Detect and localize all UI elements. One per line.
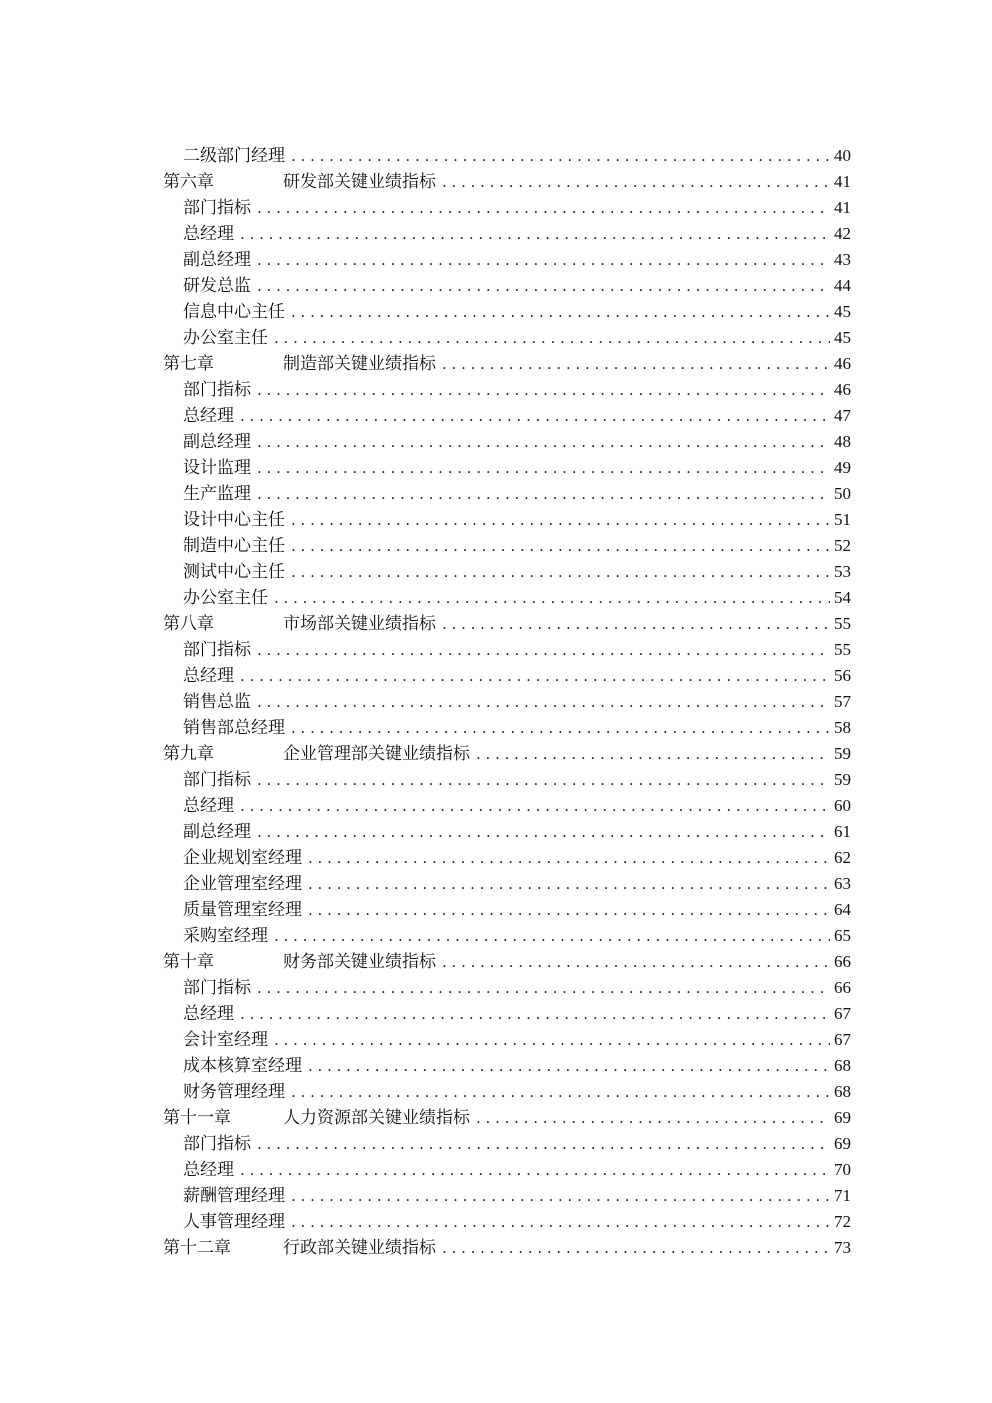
toc-page-number: 67: [834, 1030, 851, 1049]
toc-page-number: 42: [834, 224, 851, 243]
toc-section-entry[interactable]: [163, 247, 851, 273]
toc-page-number: 64: [834, 900, 851, 919]
toc-section-entry[interactable]: [163, 559, 851, 585]
toc-entry-title: 测试中心主任: [183, 562, 285, 582]
toc-section-entry[interactable]: [163, 325, 851, 351]
toc-page-number: 67: [834, 1004, 851, 1023]
toc-page-number: 58: [834, 718, 851, 737]
toc-page-number: 55: [834, 614, 851, 633]
toc-chapter-number: 第八章: [163, 614, 214, 634]
toc-section-entry[interactable]: [163, 403, 851, 429]
toc-chapter-entry[interactable]: [163, 1235, 851, 1261]
dot-leader: [291, 1079, 830, 1105]
toc-entry-title: 部门指标: [183, 380, 251, 400]
dot-leader: [257, 377, 830, 403]
dot-leader: [291, 299, 830, 325]
toc-entry-title: 副总经理: [183, 250, 251, 270]
toc-entry-title: 二级部门经理: [183, 146, 285, 166]
toc-section-entry[interactable]: [163, 975, 851, 1001]
toc-page-number: 41: [834, 172, 851, 191]
toc-page-number: 40: [834, 146, 851, 165]
toc-section-entry[interactable]: [163, 221, 851, 247]
toc-entry-title: 副总经理: [183, 432, 251, 452]
toc-page-number: 59: [834, 744, 851, 763]
toc-section-entry[interactable]: [163, 455, 851, 481]
toc-section-entry[interactable]: [163, 1157, 851, 1183]
toc-page-number: 48: [834, 432, 851, 451]
toc-page-number: 52: [834, 536, 851, 555]
toc-entry-title: 信息中心主任: [183, 302, 285, 322]
toc-entry-title: 办公室主任: [183, 328, 268, 348]
dot-leader: [240, 1001, 830, 1027]
dot-leader: [257, 273, 830, 299]
toc-page-number: 71: [834, 1186, 851, 1205]
toc-page-number: 66: [834, 952, 851, 971]
toc-page-number: 55: [834, 640, 851, 659]
toc-section-entry[interactable]: [163, 481, 851, 507]
dot-leader: [257, 1131, 830, 1157]
toc-page-number: 51: [834, 510, 851, 529]
toc-section-entry[interactable]: [163, 767, 851, 793]
toc-entry-title: 研发总监: [183, 276, 251, 296]
toc-entry-title: 成本核算室经理: [183, 1056, 302, 1076]
toc-page-number: 70: [834, 1160, 851, 1179]
toc-page-number: 54: [834, 588, 851, 607]
toc-page-number: 50: [834, 484, 851, 503]
dot-leader: [257, 247, 830, 273]
toc-section-entry[interactable]: [163, 377, 851, 403]
toc-entry-title: 部门指标: [183, 978, 251, 998]
toc-entry-title: 部门指标: [183, 640, 251, 660]
toc-page-number: 49: [834, 458, 851, 477]
dot-leader: [308, 897, 830, 923]
toc-page-number: 53: [834, 562, 851, 581]
toc-entry-title: 制造中心主任: [183, 536, 285, 556]
toc-section-entry[interactable]: [163, 1209, 851, 1235]
dot-leader: [308, 845, 830, 871]
dot-leader: [240, 663, 830, 689]
toc-entry-title: 企业管理部关键业绩指标: [283, 744, 470, 764]
toc-page-number: 45: [834, 328, 851, 347]
toc-page-number: 69: [834, 1108, 851, 1127]
toc-entry-title: 市场部关键业绩指标: [283, 614, 436, 634]
dot-leader: [257, 689, 830, 715]
toc-entry-title: 采购室经理: [183, 926, 268, 946]
toc-page-number: 45: [834, 302, 851, 321]
dot-leader: [476, 1105, 830, 1131]
dot-leader: [291, 559, 830, 585]
toc-entry-title: 总经理: [183, 666, 234, 686]
toc-page-number: 69: [834, 1134, 851, 1153]
toc-entry-title: 总经理: [183, 1004, 234, 1024]
toc-section-entry[interactable]: [163, 663, 851, 689]
dot-leader: [257, 767, 830, 793]
dot-leader: [274, 923, 830, 949]
toc-entry-title: 企业规划室经理: [183, 848, 302, 868]
toc-entry-title: 副总经理: [183, 822, 251, 842]
toc-entry-title: 制造部关键业绩指标: [283, 354, 436, 374]
toc-entry-title: 部门指标: [183, 770, 251, 790]
dot-leader: [442, 351, 830, 377]
toc-entry-title: 销售总监: [183, 692, 251, 712]
toc-section-entry[interactable]: [163, 585, 851, 611]
dot-leader: [291, 507, 830, 533]
dot-leader: [257, 975, 830, 1001]
dot-leader: [291, 143, 830, 169]
dot-leader: [240, 793, 830, 819]
toc-entry-title: 财务管理经理: [183, 1082, 285, 1102]
toc-section-entry[interactable]: [163, 195, 851, 221]
toc-page-number: 61: [834, 822, 851, 841]
toc-page-number: 46: [834, 354, 851, 373]
toc-page-number: 46: [834, 380, 851, 399]
toc-chapter-number: 第九章: [163, 744, 214, 764]
toc-section-entry[interactable]: [163, 793, 851, 819]
toc-page-number: 62: [834, 848, 851, 867]
dot-leader: [291, 533, 830, 559]
toc-page-number: 43: [834, 250, 851, 269]
dot-leader: [257, 455, 830, 481]
dot-leader: [240, 403, 830, 429]
toc-chapter-number: 第六章: [163, 172, 214, 192]
dot-leader: [291, 715, 830, 741]
toc-entry-title: 质量管理室经理: [183, 900, 302, 920]
toc-entry-title: 部门指标: [183, 198, 251, 218]
toc-page-number: 73: [834, 1238, 851, 1257]
toc-entry-title: 人事管理经理: [183, 1212, 285, 1232]
dot-leader: [442, 169, 830, 195]
toc-page-number: 68: [834, 1056, 851, 1075]
toc-page-number: 41: [834, 198, 851, 217]
dot-leader: [257, 429, 830, 455]
toc-section-entry[interactable]: [163, 533, 851, 559]
toc-entry-title: 设计中心主任: [183, 510, 285, 530]
toc-page-number: 44: [834, 276, 851, 295]
toc-entry-title: 部门指标: [183, 1134, 251, 1154]
toc-section-entry[interactable]: [163, 871, 851, 897]
dot-leader: [257, 195, 830, 221]
toc-page-number: 47: [834, 406, 851, 425]
toc-chapter-entry[interactable]: [163, 351, 851, 377]
toc-section-entry[interactable]: [163, 923, 851, 949]
toc-page-number: 72: [834, 1212, 851, 1231]
dot-leader: [308, 1053, 830, 1079]
toc-page-number: 66: [834, 978, 851, 997]
toc-section-entry[interactable]: [163, 897, 851, 923]
toc-section-entry[interactable]: [163, 715, 851, 741]
dot-leader: [257, 637, 830, 663]
toc-entry-title: 总经理: [183, 406, 234, 426]
dot-leader: [257, 819, 830, 845]
dot-leader: [274, 1027, 830, 1053]
toc-section-entry[interactable]: [163, 507, 851, 533]
dot-leader: [291, 1209, 830, 1235]
toc-section-entry[interactable]: [163, 637, 851, 663]
toc-page-number: 60: [834, 796, 851, 815]
toc-section-entry[interactable]: [163, 819, 851, 845]
toc-section-entry[interactable]: [163, 273, 851, 299]
toc-section-entry[interactable]: [163, 1053, 851, 1079]
toc-chapter-number: 第十二章: [163, 1238, 231, 1258]
dot-leader: [274, 585, 830, 611]
toc-chapter-number: 第十一章: [163, 1108, 231, 1128]
dot-leader: [274, 325, 830, 351]
toc-chapter-number: 第七章: [163, 354, 214, 374]
toc-chapter-entry[interactable]: [163, 169, 851, 195]
toc-entry-title: 行政部关键业绩指标: [283, 1238, 436, 1258]
dot-leader: [308, 871, 830, 897]
toc-entry-title: 销售部总经理: [183, 718, 285, 738]
toc-entry-title: 研发部关键业绩指标: [283, 172, 436, 192]
toc-entry-title: 办公室主任: [183, 588, 268, 608]
toc-section-entry[interactable]: [163, 1001, 851, 1027]
dot-leader: [240, 1157, 830, 1183]
toc-page-number: 56: [834, 666, 851, 685]
toc-entry-title: 总经理: [183, 1160, 234, 1180]
dot-leader: [442, 611, 830, 637]
toc-section-entry[interactable]: [163, 1183, 851, 1209]
toc-section-entry[interactable]: [163, 1027, 851, 1053]
toc-chapter-number: 第十章: [163, 952, 214, 972]
toc-section-entry[interactable]: [163, 1131, 851, 1157]
toc-entry-title: 总经理: [183, 796, 234, 816]
toc-chapter-entry[interactable]: [163, 611, 851, 637]
toc-chapter-entry[interactable]: [163, 949, 851, 975]
toc-entry-title: 企业管理室经理: [183, 874, 302, 894]
toc-entry-title: 财务部关键业绩指标: [283, 952, 436, 972]
dot-leader: [240, 221, 830, 247]
toc-entry-title: 会计室经理: [183, 1030, 268, 1050]
dot-leader: [257, 481, 830, 507]
toc-chapter-entry[interactable]: [163, 741, 851, 767]
toc-entry-title: 设计监理: [183, 458, 251, 478]
table-of-contents: [163, 143, 851, 1261]
toc-section-entry[interactable]: [163, 1079, 851, 1105]
toc-entry-title: 总经理: [183, 224, 234, 244]
toc-page-number: 63: [834, 874, 851, 893]
toc-page-number: 57: [834, 692, 851, 711]
toc-page-number: 59: [834, 770, 851, 789]
toc-section-entry[interactable]: [163, 299, 851, 325]
dot-leader: [442, 949, 830, 975]
toc-entry-title: 人力资源部关键业绩指标: [283, 1108, 470, 1128]
toc-entry-title: 生产监理: [183, 484, 251, 504]
dot-leader: [291, 1183, 830, 1209]
dot-leader: [476, 741, 830, 767]
toc-section-entry[interactable]: [163, 845, 851, 871]
toc-section-entry[interactable]: [163, 689, 851, 715]
dot-leader: [442, 1235, 830, 1261]
toc-page-number: 68: [834, 1082, 851, 1101]
toc-chapter-entry[interactable]: [163, 1105, 851, 1131]
toc-page-number: 65: [834, 926, 851, 945]
toc-entry-title: 薪酬管理经理: [183, 1186, 285, 1206]
toc-section-entry[interactable]: [163, 143, 851, 169]
toc-section-entry[interactable]: [163, 429, 851, 455]
